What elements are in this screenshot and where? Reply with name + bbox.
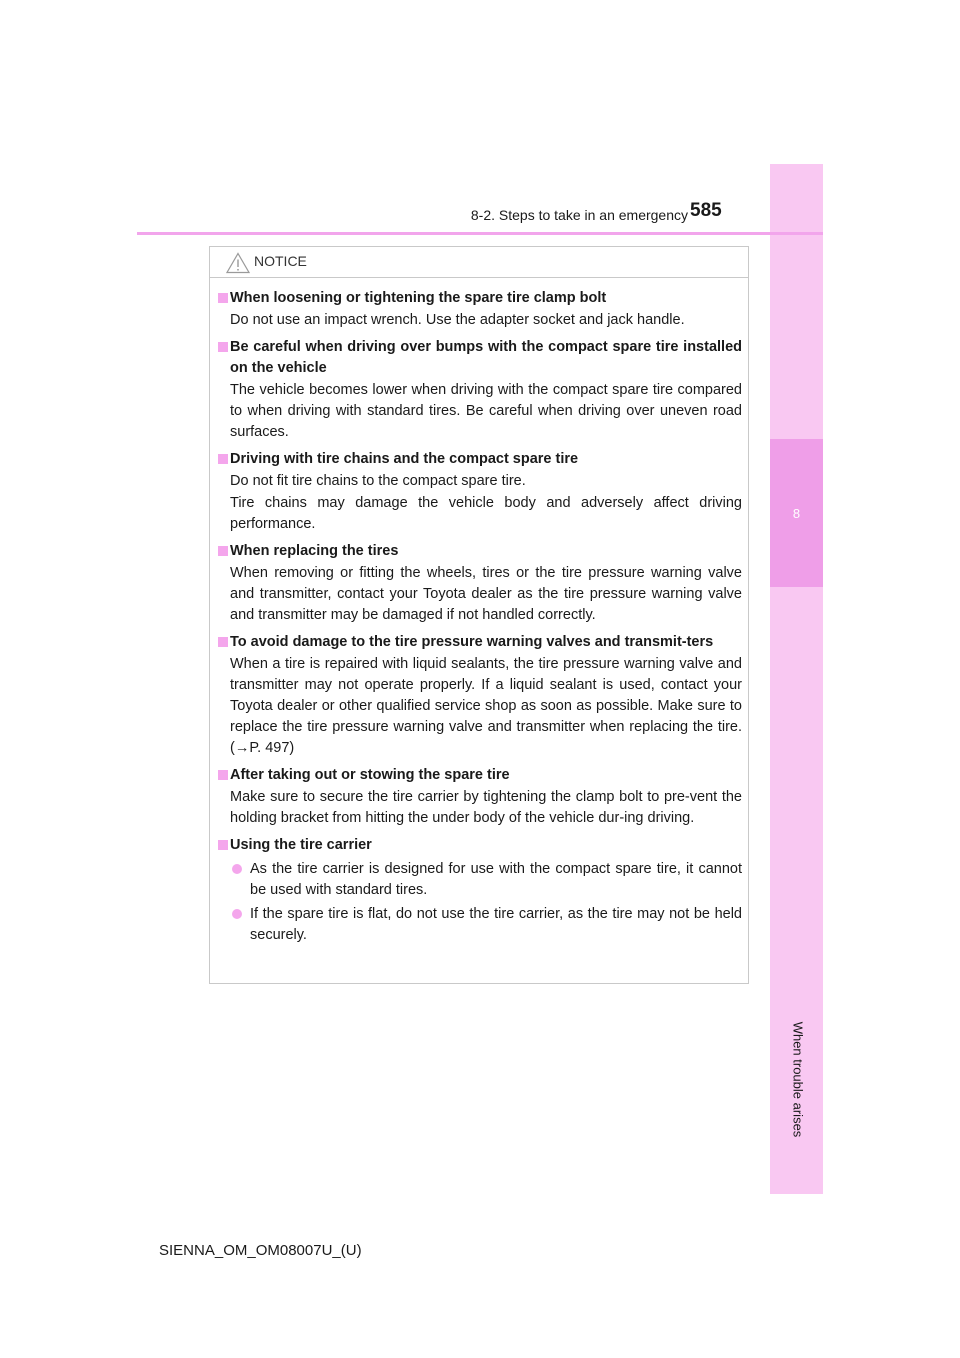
notice-item-title: Be careful when driving over bumps with the compact spare tire installed on the vehicle (218, 337, 742, 379)
notice-body (210, 278, 748, 946)
notice-item-title: After taking out or stowing the spare tire (218, 765, 742, 786)
notice-box (209, 246, 749, 984)
square-bullet-icon (218, 546, 228, 556)
chapter-number: 8 (770, 439, 823, 587)
page-number: 585 (690, 200, 722, 221)
notice-item-text: The vehicle becomes lower when driving with the compact spare tire compared to when driving with standard tires. Be careful when driving over uneven road surfaces. (230, 382, 742, 440)
notice-header (210, 247, 748, 278)
chapter-title (778, 994, 818, 1164)
notice-item-text: When removing or fitting the wheels, tires or the tire pressure warning valve and transmitter, contact your Toyota dealer as the tire pressure warning valve and transmitter may be damaged if not handled correctly. (230, 565, 742, 623)
circle-bullet-icon (232, 909, 242, 919)
notice-item-text: When a tire is repaired with liquid sealants, the tire pressure warning valve and transmitter may not operate properly. If a liquid sealant is used, contact your Toyota dealer or other qualified service shop as soon as possible. Make sure to replace the tire pressure warning valve and transmitter when replacing the tire. (→P. 497) (230, 656, 742, 756)
notice-sub-bullet: If the spare tire is flat, do not use the tire carrier, as the tire may not be held securely. (218, 904, 742, 946)
notice-item-text: Do not fit tire chains to the compact spare tire. (230, 473, 526, 489)
notice-item-bumps (218, 337, 742, 443)
notice-item-replacing-tires (218, 541, 742, 626)
chapter-side-tab (770, 164, 823, 1194)
notice-item-stowing-spare (218, 765, 742, 829)
notice-item-title: When replacing the tires (218, 541, 742, 562)
document-code: SIENNA_OM_OM08007U_(U) (159, 1242, 362, 1259)
square-bullet-icon (218, 454, 228, 464)
notice-item-title: When loosening or tightening the spare tire clamp bolt (218, 288, 742, 309)
notice-item-title: To avoid damage to the tire pressure warning valves and transmit-ters (218, 632, 742, 653)
chapter-title-text: When trouble arises (790, 1021, 806, 1137)
section-title: 8-2. Steps to take in an emergency (470, 207, 688, 223)
warning-triangle-icon (226, 252, 250, 274)
notice-item-tire-chains (218, 449, 742, 535)
square-bullet-icon (218, 770, 228, 780)
notice-item-text: Tire chains may damage the vehicle body and adversely affect driving performance. (230, 495, 742, 532)
notice-item-clamp-bolt (218, 288, 742, 331)
notice-item-text: Make sure to secure the tire carrier by tightening the clamp bolt to pre-vent the holding bracket from hitting the under body of the vehicle dur-ing driving. (230, 789, 742, 826)
notice-sub-bullet: As the tire carrier is designed for use with the compact spare tire, it cannot be used with standard tires. (218, 859, 742, 901)
header-divider (137, 232, 823, 235)
square-bullet-icon (218, 342, 228, 352)
square-bullet-icon (218, 840, 228, 850)
circle-bullet-icon (232, 864, 242, 874)
notice-item-tire-carrier (218, 835, 742, 946)
notice-item-title: Using the tire carrier (218, 835, 742, 856)
notice-item-text: Do not use an impact wrench. Use the adapter socket and jack handle. (230, 312, 685, 328)
notice-item-pressure-valves (218, 632, 742, 759)
notice-label: NOTICE (254, 253, 307, 269)
square-bullet-icon (218, 637, 228, 647)
square-bullet-icon (218, 293, 228, 303)
notice-item-title: Driving with tire chains and the compact spare tire (218, 449, 742, 470)
